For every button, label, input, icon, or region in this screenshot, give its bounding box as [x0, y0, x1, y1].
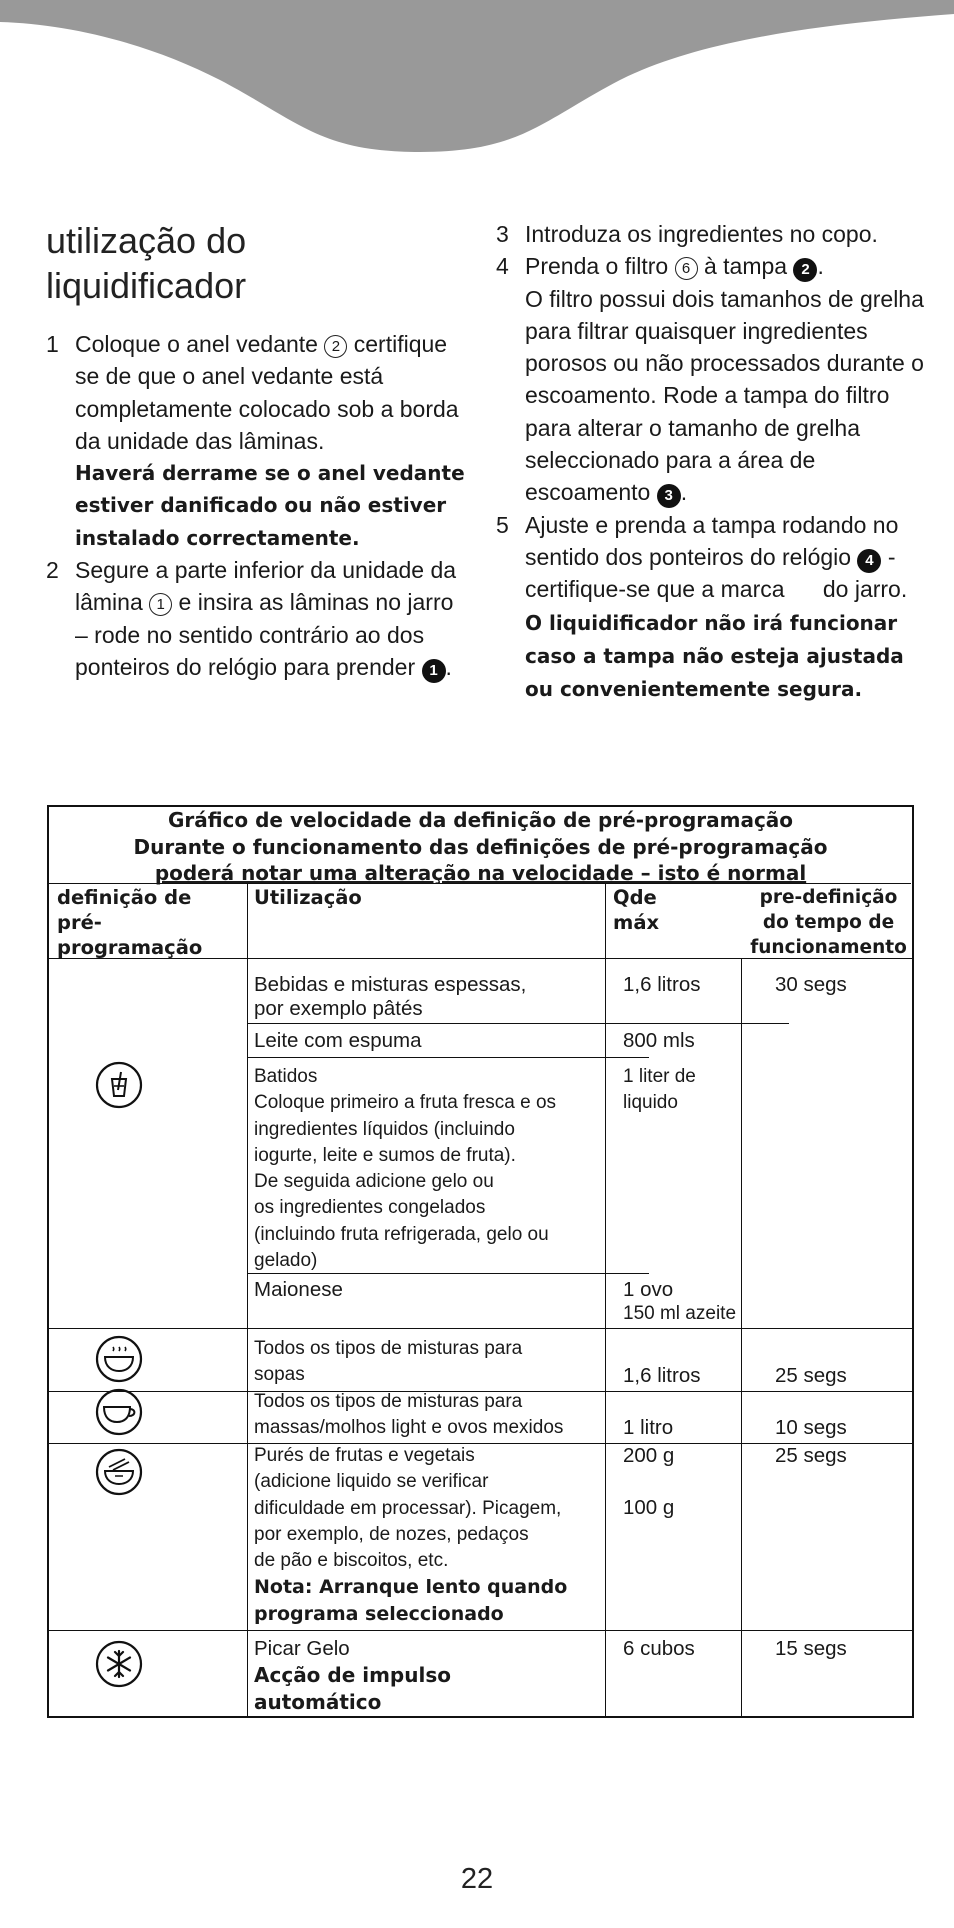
figure-reference-badge: 2: [793, 258, 817, 282]
step-text: Coloque o anel vedante: [75, 331, 318, 357]
quantity-cell: [623, 1064, 696, 1117]
step-text: - certifique-se que a marca do jarro.: [525, 543, 908, 603]
header-text: do tempo de: [762, 912, 895, 933]
batter-bowl-icon: [94, 1387, 144, 1437]
usage-text: por exemplo pâtés: [254, 997, 423, 1021]
header-text: pre-definição: [759, 887, 898, 908]
table-title-line: Durante o funcionamento das definições de pré-programação: [133, 834, 828, 859]
usage-text: Todos os tipos de misturas para: [254, 1338, 523, 1359]
usage-text: Todos os tipos de misturas para: [254, 1391, 523, 1412]
step-text: Segure a parte inferior da unidade da lâmina: [75, 557, 457, 616]
quantity-text: 1 liter de: [623, 1066, 696, 1087]
part-reference-badge: 1: [149, 593, 172, 616]
time-cell: 30 segs: [775, 973, 847, 996]
table-title: [49, 807, 912, 887]
step-body: [525, 509, 926, 706]
time-cell: 10 segs: [775, 1416, 847, 1439]
usage-text: (incluindo fruta refrigerada, gelo ou: [254, 1223, 549, 1245]
step-end: .: [680, 479, 688, 506]
step-1: [46, 328, 466, 554]
quantity-cell: 6 cubos: [623, 1637, 695, 1660]
quantity-text: 1 ovo: [623, 1278, 674, 1301]
usage-text: De seguida adicione gelo ou: [254, 1171, 494, 1193]
step-text: Ajuste e prenda a tampa rodando no sentido dos ponteiros do relógio: [525, 511, 899, 570]
smoothie-cup-icon: [94, 1060, 144, 1110]
usage-text: dificuldade em processar). Picagem,: [254, 1497, 562, 1519]
step-body: [75, 328, 466, 554]
header-time: [743, 885, 914, 960]
usage-note: automático: [254, 1689, 382, 1714]
usage-cell: Maionese: [254, 1278, 343, 1301]
quantity-cell: 1,6 litros: [623, 973, 701, 996]
usage-text: iogurte, leite e sumos de fruta).: [254, 1144, 516, 1166]
step-number: 4: [496, 253, 509, 280]
usage-text: Batidos: [254, 1066, 318, 1087]
step-number: 1: [46, 331, 59, 357]
usage-cell: [254, 1636, 451, 1715]
header-program: [57, 885, 242, 960]
speed-table: [47, 805, 914, 1718]
warning-note: O liquidificador não irá funcionar caso a tampa não esteja ajustada ou convenientemente segura.: [525, 610, 904, 702]
title-line-2: liquidificador: [46, 265, 247, 306]
usage-cell: [254, 1389, 563, 1442]
header-wave-decoration: [0, 0, 954, 160]
header-text: definição de: [57, 886, 192, 909]
quantity-cell: 200 g: [623, 1444, 675, 1467]
part-reference-badge: 6: [675, 257, 698, 280]
header-text: Qde: [613, 886, 657, 909]
step-3: [496, 218, 926, 250]
usage-text: Purés de frutas e vegetais: [254, 1445, 475, 1466]
step-end: .: [445, 653, 452, 680]
time-cell: 25 segs: [775, 1444, 847, 1467]
quantity-cell: 1,6 litros: [623, 1364, 701, 1387]
snowflake-icon: [94, 1639, 144, 1689]
quantity-cell: [623, 1277, 736, 1328]
warning-note: Haverá derrame se o anel vedante estiver danificado ou não estiver instalado correctamente.: [75, 461, 465, 550]
left-column: [46, 218, 466, 683]
usage-text: Picar Gelo: [254, 1637, 350, 1660]
figure-reference-badge: 4: [857, 549, 881, 573]
step-number: 2: [46, 557, 59, 584]
usage-note: Nota: Arranque lento quando: [254, 1576, 568, 1599]
title-line-1: utilização do: [46, 220, 247, 261]
table-title-line: Gráfico de velocidade da definição de pré-programação: [167, 808, 794, 832]
usage-text: gelado): [254, 1250, 318, 1272]
part-reference-badge: 2: [324, 335, 347, 358]
usage-text: ingredientes líquidos (incluindo: [254, 1118, 515, 1140]
header-text: programação: [57, 936, 203, 959]
usage-note: Acção de impulso: [254, 1663, 451, 1688]
step-body: [75, 554, 466, 683]
step-number: 3: [496, 221, 509, 247]
step-end: .: [817, 253, 824, 280]
quantity-cell: 100 g: [623, 1496, 675, 1519]
usage-text: Bebidas e misturas espessas,: [254, 973, 527, 996]
usage-note: programa seleccionado: [254, 1602, 504, 1625]
step-4: [496, 250, 926, 508]
usage-cell: Leite com espuma: [254, 1029, 422, 1052]
figure-reference-badge: 1: [422, 659, 446, 683]
step-text: e insira as lâminas no jarro – rode no sentido contrário ao dos ponteiros do relógio para prender: [75, 589, 454, 680]
quantity-cell: 1 litro: [623, 1416, 674, 1439]
step-text: à tampa: [703, 253, 788, 280]
soup-bowl-icon: [94, 1334, 144, 1384]
usage-text: os ingredientes congelados: [254, 1197, 486, 1219]
header-quantity: [613, 885, 659, 935]
step-2: [46, 554, 466, 683]
step-5: [496, 509, 926, 706]
usage-text: sopas: [254, 1364, 305, 1386]
header-text: máx: [613, 911, 660, 934]
usage-cell: [254, 1336, 522, 1389]
step-number: 5: [496, 511, 509, 538]
quantity-text: 150 ml azeite: [623, 1303, 737, 1325]
step-text: Prenda o filtro: [525, 253, 669, 280]
right-column: [496, 218, 926, 705]
quantity-text: liquido: [623, 1092, 678, 1114]
table-title-line: poderá notar uma alteração na velocidade – isto é normal: [154, 861, 807, 885]
quantity-cell: 800 mls: [623, 1029, 695, 1052]
step-text: Introduza os ingredientes no copo.: [525, 221, 878, 247]
header-usage: Utilização: [254, 886, 362, 909]
usage-text: (adicione liquido se verificar: [254, 1471, 489, 1493]
page-number: 22: [460, 1863, 494, 1895]
section-title: [46, 218, 466, 308]
figure-reference-badge: 3: [657, 484, 681, 508]
usage-cell: [254, 1064, 604, 1274]
header-text: pré-: [57, 911, 102, 934]
puree-bowl-icon: [94, 1447, 144, 1497]
usage-text: por exemplo, de nozes, pedaços: [254, 1523, 529, 1545]
usage-text: de pão e biscoitos, etc.: [254, 1550, 449, 1572]
header-text: funcionamento: [750, 937, 907, 958]
step-text: certifique se de que o anel vedante está completamente colocado sob a borda da unidade das lâminas.: [75, 331, 459, 454]
time-cell: 25 segs: [775, 1364, 847, 1387]
usage-cell: [254, 972, 526, 1023]
usage-text: Coloque primeiro a fruta fresca e os: [254, 1092, 557, 1114]
usage-text: massas/molhos light e ovos mexidos: [254, 1417, 564, 1439]
usage-cell: [254, 1443, 606, 1627]
time-cell: 15 segs: [775, 1637, 847, 1660]
step-body: [525, 250, 926, 508]
step-text: O filtro possui dois tamanhos de grelha para filtrar quaisquer ingredientes porosos ou não processados durante o escoamento. Rode a tampa do filtro para alterar o tamanho de grelha seleccionado para a área de escoamento: [525, 285, 924, 506]
